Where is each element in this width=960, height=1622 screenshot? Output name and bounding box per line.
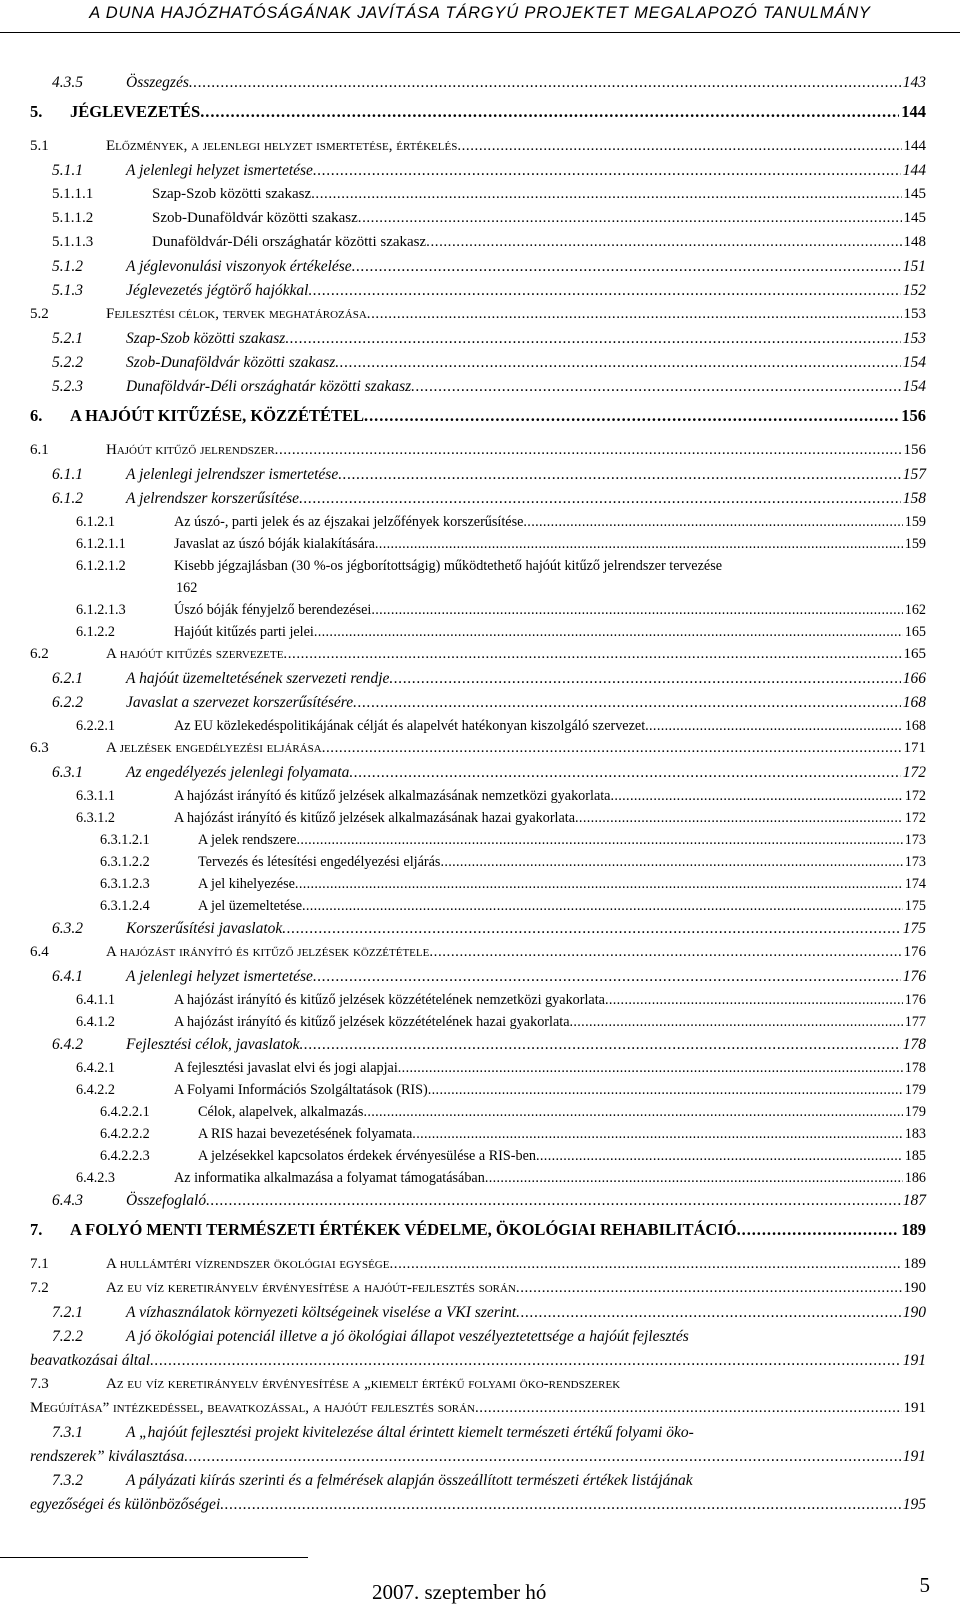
toc-page: 144 — [903, 138, 926, 154]
toc-page: 152 — [902, 282, 926, 299]
toc-title: A jó ökológiai potenciál illetve a jó ökológiai állapot veszélyeztetettsége a hajóút fejlesztés — [126, 1328, 689, 1345]
toc-page: 191 — [902, 1448, 926, 1465]
toc-number: 6.4.2.3 — [76, 1170, 116, 1186]
dot-leader — [308, 282, 900, 300]
toc-title: A hajózást irányító és kitűző jelzések közzétételének nemzetközi gyakorlata — [174, 992, 605, 1008]
toc-title: Hajóút kitűző jelrendszer — [106, 442, 275, 458]
toc-page: 168 — [902, 694, 926, 711]
toc-page: 178 — [904, 1060, 926, 1076]
toc-number: 7.1 — [30, 1256, 49, 1272]
toc-page: 151 — [902, 258, 926, 275]
toc-title: Az informatika alkalmazása a folyamat támogatásában — [174, 1170, 485, 1186]
toc-title: JÉGLEVEZETÉS — [70, 102, 201, 121]
toc-page: 195 — [902, 1496, 926, 1513]
toc-title: Célok, alapelvek, alkalmazás — [198, 1104, 364, 1120]
toc-page: 144 — [901, 102, 926, 121]
dot-leader — [429, 944, 901, 961]
toc-number: 6.2.2.1 — [76, 718, 116, 734]
toc-number: 6.3.1.2.2 — [100, 854, 150, 870]
toc-page: 174 — [904, 876, 926, 892]
toc-page: 165 — [903, 646, 926, 662]
toc-number: 6.2 — [30, 646, 49, 662]
toc-page: 158 — [902, 490, 926, 507]
toc-page: 156 — [901, 406, 926, 425]
toc-page: 179 — [904, 1104, 926, 1120]
toc-page: 183 — [904, 1126, 926, 1142]
toc-number: 6.4.3 — [52, 1192, 83, 1209]
toc-number: 6.1.1 — [52, 466, 83, 483]
toc-page: 191 — [903, 1400, 926, 1416]
toc-number: 6.2.2 — [52, 694, 83, 711]
dot-leader — [311, 186, 901, 203]
dot-leader — [367, 306, 902, 323]
toc-title: Dunaföldvár-Déli országhatár közötti szakasz — [126, 378, 412, 395]
toc-number: 6.1.2.1.3 — [76, 602, 126, 618]
toc-number: 5.2.1 — [52, 330, 83, 347]
dot-leader — [440, 854, 902, 871]
toc-number: 6.4.1.1 — [76, 992, 116, 1008]
toc-number: 7.3.2 — [52, 1472, 83, 1489]
toc-title: A fejlesztési javaslat elvi és jogi alapjai — [174, 1060, 398, 1076]
toc-number: 6.4.2 — [52, 1036, 83, 1053]
toc-title: A jelzések engedélyezési eljárása — [106, 740, 322, 756]
dot-leader — [398, 1060, 903, 1077]
footer-date: 2007. szeptember hó — [372, 1580, 547, 1604]
dot-leader — [389, 1256, 901, 1273]
toc-number: 6.3.1.2.4 — [100, 898, 150, 914]
toc-title-continued: Megújítása” intézkedéssel, beavatkozással, a hajóút fejlesztés során — [30, 1400, 475, 1416]
toc-page: 172 — [904, 810, 926, 826]
toc-number: 6.4.2.2.1 — [100, 1104, 150, 1120]
toc-number: 5.1.2 — [52, 258, 83, 275]
toc-title: Összegzés — [126, 74, 189, 91]
toc-number: 5.2.2 — [52, 354, 83, 371]
dot-leader — [206, 1192, 901, 1210]
dot-leader — [220, 1496, 901, 1514]
toc-title: A hajóút üzemeltetésének szervezeti rendje — [126, 670, 390, 687]
toc-page: 156 — [903, 442, 926, 458]
toc-number: 6.1.2 — [52, 490, 83, 507]
dot-leader — [605, 992, 903, 1009]
toc-title: A Folyami Információs Szolgáltatások (RIS) — [174, 1082, 428, 1098]
toc-page: 177 — [904, 1014, 926, 1030]
dot-leader — [428, 1082, 903, 1099]
dot-leader — [295, 876, 903, 893]
toc-number: 6.4.2.2.2 — [100, 1126, 150, 1142]
toc-number: 6.4.2.1 — [76, 1060, 116, 1076]
dot-leader — [285, 330, 900, 348]
toc-page: 172 — [902, 764, 926, 781]
toc-title: Hajóút kitűzés parti jelei — [174, 624, 314, 640]
toc-number: 6.3.1.1 — [76, 788, 116, 804]
toc-title: A jelenlegi helyzet ismertetése — [126, 968, 313, 985]
dot-leader — [363, 1104, 902, 1121]
toc-number: 6.4.2.2 — [76, 1082, 116, 1098]
toc-title: Korszerűsítési javaslatok — [126, 920, 283, 937]
toc-title: Javaslat az úszó bóják kialakítására — [174, 536, 375, 552]
dot-leader — [353, 694, 901, 712]
toc-number: 5.1.1.1 — [52, 186, 94, 202]
dot-leader — [412, 1126, 902, 1143]
dot-leader — [283, 646, 901, 663]
toc-title: A vízhasználatok környezeti költségeinek viselése a VKI szerint — [126, 1304, 517, 1321]
toc-page: 189 — [903, 1256, 926, 1272]
toc-title: A jelzésekkel kapcsolatos érdekek érvényesülése a RIS-ben — [198, 1148, 537, 1164]
dot-leader — [358, 210, 902, 227]
running-header: A DUNA HAJÓZHATÓSÁGÁNAK JAVÍTÁSA TÁRGYÚ PROJEKTET MEGALAPOZÓ TANULMÁNY — [89, 4, 871, 22]
toc-page: 171 — [903, 740, 926, 756]
toc-number: 6.3 — [30, 740, 49, 756]
toc-title: Szap-Szob közötti szakasz — [152, 186, 312, 202]
toc-title: A hajózást irányító és kitűző jelzések közzététele — [106, 944, 430, 960]
toc-number: 7.3.1 — [52, 1424, 83, 1441]
dot-leader — [516, 1280, 902, 1297]
dot-leader — [296, 832, 902, 849]
dot-leader — [282, 920, 900, 938]
toc-page: 176 — [902, 968, 926, 985]
toc-title-continued: egyezőségei és különbözőségei — [30, 1496, 221, 1513]
toc-title-continued: beavatkozásai által — [30, 1352, 151, 1369]
toc-title: A HAJÓÚT KITŰZÉSE, KÖZZÉTÉTEL — [70, 406, 365, 425]
toc-title: A jelek rendszere — [198, 832, 297, 848]
toc-page: 173 — [904, 854, 926, 870]
toc-page: 179 — [904, 1082, 926, 1098]
toc-page: 178 — [902, 1036, 926, 1053]
toc-title: Az úszó-, parti jelek és az éjszakai jelzőfények korszerűsítése — [174, 514, 524, 530]
dot-leader — [184, 1448, 900, 1466]
dot-leader — [335, 354, 901, 372]
toc-title: A pályázati kiírás szerinti és a felmérések alapján összeállított természeti értékek listájának — [126, 1472, 693, 1489]
toc-title: Az eu víz keretirányelv érvényesítése a hajóút-fejlesztés során — [106, 1280, 516, 1296]
dot-leader — [314, 624, 903, 641]
toc-page: 173 — [904, 832, 926, 848]
toc-page: 176 — [904, 992, 926, 1008]
toc-page: 154 — [902, 378, 926, 395]
toc-page: 186 — [904, 1170, 926, 1186]
toc-number: 7.3 — [30, 1376, 49, 1392]
toc-title: Szap-Szob közötti szakasz — [126, 330, 286, 347]
toc-number: 5.2.3 — [52, 378, 83, 395]
toc-title: A hajózást irányító és kitűző jelzések alkalmazásának nemzetközi gyakorlata — [174, 788, 611, 804]
dot-leader — [411, 378, 901, 396]
toc-number: 6.3.1.2.3 — [100, 876, 150, 892]
dot-leader — [371, 602, 902, 619]
toc-title: Az engedélyezés jelenlegi folyamata — [126, 764, 350, 781]
toc-page: 148 — [903, 234, 926, 250]
toc-page: 145 — [903, 186, 926, 202]
toc-number: 7.2.1 — [52, 1304, 83, 1321]
dot-leader — [610, 788, 902, 805]
toc-number: 6.3.1.2.1 — [100, 832, 150, 848]
toc-number: 6.3.1.2 — [76, 810, 116, 826]
toc-number: 6.4.1.2 — [76, 1014, 116, 1030]
dot-leader — [375, 536, 903, 553]
toc-title: Javaslat a szervezet korszerűsítésére — [126, 694, 354, 711]
toc-page: 159 — [904, 536, 926, 552]
toc-page: 176 — [903, 944, 926, 960]
dot-leader — [523, 514, 902, 531]
toc-number: 6.1 — [30, 442, 49, 458]
toc-page: 185 — [904, 1148, 926, 1164]
page-number: 5 — [919, 1573, 930, 1597]
dot-leader — [338, 466, 901, 484]
toc-title: A hajózást irányító és kitűző jelzések alkalmazásának hazai gyakorlata — [174, 810, 576, 826]
toc-page: 162 — [904, 602, 926, 618]
toc-page: 157 — [902, 466, 926, 483]
toc-title: A jelrendszer korszerűsítése — [126, 490, 300, 507]
toc-title: A „hajóút fejlesztési projekt kivitelezése által érintett kiemelt természeti értékű folyami öko- — [126, 1424, 694, 1441]
toc-title: A jéglevonulási viszonyok értékelése — [126, 258, 352, 275]
toc-number: 6.3.2 — [52, 920, 83, 937]
toc-title-continued: rendszerek” kiválasztása — [30, 1448, 185, 1465]
toc-title: Szob-Dunaföldvár közötti szakasz — [126, 354, 336, 371]
toc-page: 153 — [902, 330, 926, 347]
toc-page: 190 — [903, 1280, 926, 1296]
toc-title: Az EU közlekedéspolitikájának célját és alapelvét hatékonyan kiszolgáló szervezet — [174, 718, 646, 734]
dot-leader — [457, 138, 901, 155]
toc-page: 166 — [902, 670, 926, 687]
toc-title: A RIS hazai bevezetésének folyamata — [198, 1126, 413, 1142]
dot-leader — [352, 258, 901, 276]
toc-number: 5. — [30, 102, 43, 121]
toc-title: Jéglevezetés jégtörő hajókkal — [126, 282, 309, 299]
dot-leader — [389, 670, 900, 688]
toc-title: Szob-Dunaföldvár közötti szakasz — [152, 210, 358, 226]
dot-leader — [349, 764, 900, 782]
dot-leader — [299, 490, 901, 508]
dot-leader — [536, 1148, 903, 1165]
dot-leader — [313, 162, 901, 180]
toc-page: 159 — [904, 514, 926, 530]
dot-leader — [275, 442, 902, 459]
toc-page: 153 — [903, 306, 926, 322]
toc-page: 175 — [902, 920, 926, 937]
dot-leader — [737, 1220, 900, 1240]
toc-page: 143 — [902, 74, 926, 91]
toc-number: 6.4.2.2.3 — [100, 1148, 150, 1164]
dot-leader — [364, 406, 899, 426]
dot-leader — [189, 74, 901, 92]
toc-title: Fejlesztési célok, tervek meghatározása — [106, 306, 367, 322]
toc-title: A FOLYÓ MENTI TERMÉSZETI ÉRTÉKEK VÉDELME, ÖKOLÓGIAI REHABILITÁCIÓ — [70, 1220, 737, 1239]
toc-page: 168 — [904, 718, 926, 734]
toc-number: 6.1.2.1.2 — [76, 558, 126, 574]
toc-page: 154 — [902, 354, 926, 371]
toc-number: 4.3.5 — [52, 74, 83, 91]
dot-leader — [485, 1170, 903, 1187]
dot-leader — [313, 968, 901, 986]
toc-number: 5.1.1 — [52, 162, 83, 179]
dot-leader — [302, 898, 903, 915]
toc-page: 190 — [902, 1304, 926, 1321]
toc-title: Fejlesztési célok, javaslatok — [126, 1036, 300, 1053]
toc-title: Kisebb jégzajlásban (30 %-os jégborítottságig) működtethető hajóút kitűző jelrendszer tervezése — [174, 558, 723, 574]
toc-number: 6. — [30, 406, 43, 425]
dot-leader — [322, 740, 902, 757]
toc-title: Az eu víz keretirányelv érvényesítése a „kiemelt értékű folyami öko-rendszerek — [106, 1376, 621, 1392]
toc-page: 189 — [901, 1220, 926, 1239]
dot-leader — [645, 718, 903, 735]
dot-leader — [475, 1400, 902, 1417]
toc-number: 5.1.3 — [52, 282, 83, 299]
toc-title: A hullámtéri vízrendszer ökológiai egysége — [106, 1256, 390, 1272]
toc-number: 6.4.1 — [52, 968, 83, 985]
toc-page: 145 — [903, 210, 926, 226]
footer-rule — [0, 1557, 308, 1558]
toc-page: 191 — [902, 1352, 926, 1369]
toc-title: A jelenlegi helyzet ismertetése — [126, 162, 313, 179]
toc-page: 165 — [904, 624, 926, 640]
toc-number: 6.2.1 — [52, 670, 83, 687]
toc-page: 172 — [904, 788, 926, 804]
dot-leader — [200, 102, 899, 122]
toc-page: 162 — [176, 580, 198, 596]
toc-number: 7.2.2 — [52, 1328, 83, 1345]
toc-page: 175 — [904, 898, 926, 914]
dot-leader — [570, 1014, 903, 1031]
toc-title: A jel üzemeltetése — [198, 898, 302, 914]
toc-title: Előzmények, a jelenlegi helyzet ismertetése, értékelés — [106, 138, 458, 154]
dot-leader — [299, 1036, 900, 1054]
toc-title: A jel kihelyezése — [198, 876, 295, 892]
toc-page: 144 — [902, 162, 926, 179]
toc-title: A hajózást irányító és kitűző jelzések közzétételének hazai gyakorlata — [174, 1014, 570, 1030]
toc-number: 6.3.1 — [52, 764, 83, 781]
toc-number: 5.2 — [30, 306, 49, 322]
toc-title: A hajóút kitűzés szervezete — [106, 646, 284, 662]
toc-title: Úszó bóják fényjelző berendezései — [174, 602, 372, 618]
toc-number: 5.1.1.2 — [52, 210, 94, 226]
toc-number: 7. — [30, 1220, 43, 1239]
toc-title: Dunaföldvár-Déli országhatár közötti szakasz — [152, 234, 427, 250]
toc-number: 6.1.2.2 — [76, 624, 116, 640]
toc-title: Összefoglaló — [126, 1192, 207, 1209]
dot-leader — [426, 234, 901, 251]
dot-leader — [516, 1304, 901, 1322]
dot-leader — [150, 1352, 901, 1370]
toc-number: 6.1.2.1 — [76, 514, 116, 530]
toc-number: 5.1.1.3 — [52, 234, 94, 250]
toc-number: 6.4 — [30, 944, 49, 960]
toc-title: A jelenlegi jelrendszer ismertetése — [126, 466, 339, 483]
toc-title: Tervezés és létesítési engedélyezési eljárás — [198, 854, 441, 870]
header-rule — [0, 32, 960, 33]
toc-number: 6.1.2.1.1 — [76, 536, 126, 552]
toc-number: 5.1 — [30, 138, 49, 154]
dot-leader — [575, 810, 903, 827]
toc-page: 187 — [902, 1192, 926, 1209]
toc-number: 7.2 — [30, 1280, 49, 1296]
